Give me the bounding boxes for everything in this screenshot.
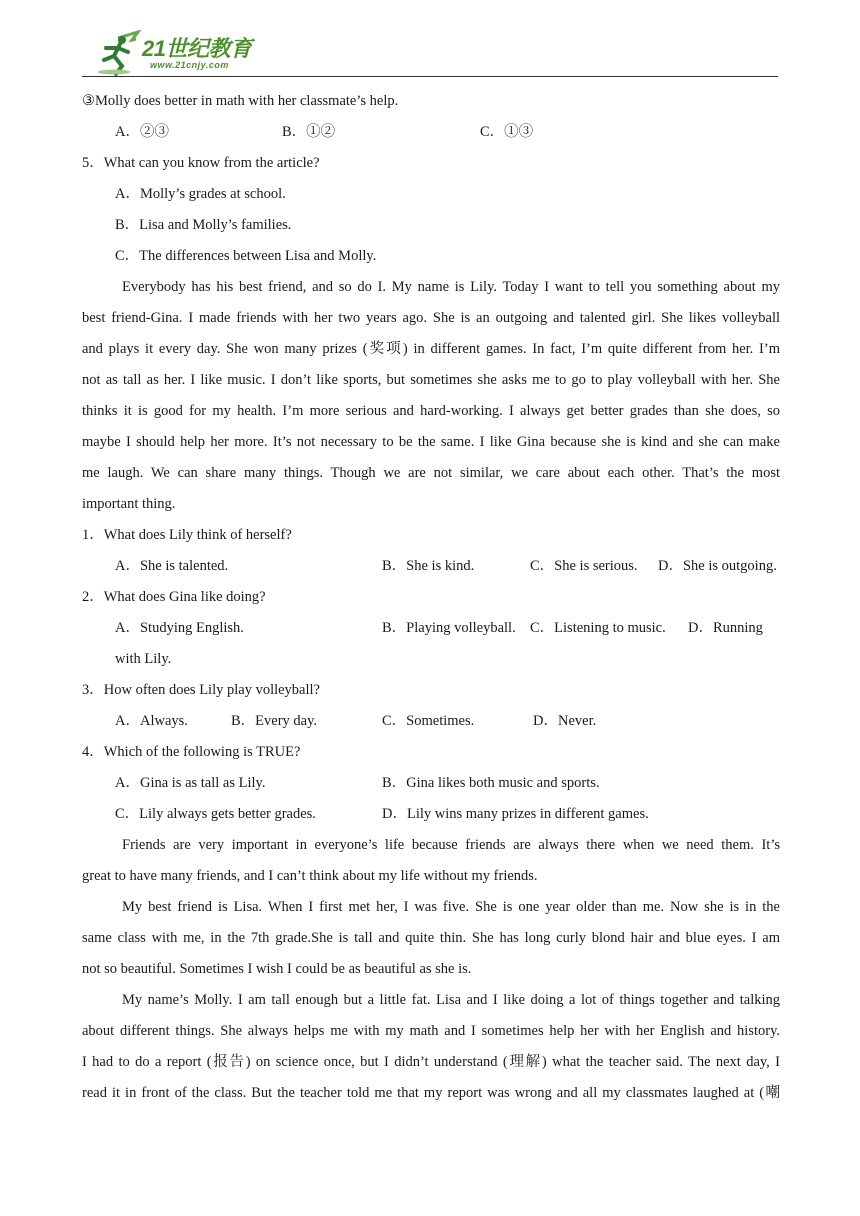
option-c: C．Sometimes.	[382, 713, 475, 729]
q5-option-c: C．The differences between Lisa and Molly.	[115, 248, 377, 264]
option-a: A．②③	[115, 124, 169, 140]
passage-line: important thing.	[82, 496, 176, 512]
passage-line: same class with me, in the 7th grade.She is tall and quite thin. She has long curly blond hair and blue eyes. I am	[82, 930, 780, 946]
passage-line: about different things. She always helps me with my math and I sometimes help her with her English and history.	[82, 1023, 780, 1039]
question-2-option-d-cont: with Lily.	[115, 651, 172, 667]
passage-line: Everybody has his best friend, and so do I. My name is Lily. Today I want to tell you something about my	[122, 279, 780, 295]
question-4: 4．Which of the following is TRUE?	[82, 744, 301, 760]
option-a: A．Studying English.	[115, 620, 244, 636]
passage-lisa-molly	[82, 830, 780, 1109]
question-2: 2．What does Gina like doing?	[82, 589, 266, 605]
option-c: C．She is serious.	[530, 558, 638, 574]
question-3-options	[82, 706, 780, 737]
option-c: C．Lily always gets better grades.	[115, 806, 316, 822]
option-d: D．Lily wins many prizes in different games.	[382, 806, 649, 822]
q4-item-3: ③Molly does better in math with her classmate’s help.	[82, 93, 399, 109]
option-b: B．Playing volleyball.	[382, 620, 516, 636]
option-a: A．She is talented.	[115, 558, 229, 574]
passage-line: I had to do a report (报告) on science once, but I didn’t understand (理解) what the teacher said. The next day, I	[82, 1054, 780, 1070]
passage-line: me laugh. We can share many things. Though we are not similar, we care about each other. That’s the most	[82, 465, 780, 481]
passage-line: best friend-Gina. I made friends with her two years ago. She is an outgoing and talented girl. She likes volleyball	[82, 310, 780, 326]
passage-line: My name’s Molly. I am tall enough but a little fat. Lisa and I like doing a lot of things together and talking	[122, 992, 780, 1008]
passage-line: not so beautiful. Sometimes I wish I could be as beautiful as she is.	[82, 961, 472, 977]
q5-question: 5．What can you know from the article?	[82, 155, 320, 171]
passage-line: not as tall as her. I like music. I don’t like sports, but sometimes she asks me to go to play volleyball with her. She	[82, 372, 780, 388]
passage-line: and plays it every day. She won many prizes (奖项) in different games. In fact, I’m quite different from her. I’m	[82, 341, 780, 357]
passage-line: read it in front of the class. But the teacher told me that my report was wrong and all my classmates laughed at (嘲	[82, 1085, 780, 1101]
q5-option-b: B．Lisa and Molly’s families.	[115, 217, 292, 233]
passage-line: maybe I should help her more. It’s not necessary to be the same. I like Gina because she is kind and she can make	[82, 434, 780, 450]
passage-line: My best friend is Lisa. When I first met her, I was five. She is one year older than me. Now she is in the	[122, 899, 780, 915]
q5-option-a: A．Molly’s grades at school.	[115, 186, 286, 202]
option-d: D．She is outgoing.	[658, 558, 777, 574]
site-logo	[92, 30, 272, 76]
option-c: C．①③	[480, 124, 534, 140]
question-3: 3．How often does Lily play volleyball?	[82, 682, 320, 698]
question-4-options-row1	[82, 768, 780, 799]
option-b: B．Every day.	[231, 713, 318, 729]
passage-line: Friends are very important in everyone’s life because friends are always there when we need them. It’s	[122, 837, 780, 853]
passage-lily-gina	[82, 272, 780, 520]
question-4-options-row2	[82, 799, 780, 830]
logo-url: www.21cnjy.com	[150, 60, 229, 70]
option-d: D．Never.	[533, 713, 597, 729]
option-a: A．Gina is as tall as Lily.	[115, 775, 266, 791]
option-c: C．Listening to music.	[530, 620, 666, 636]
question-2-options	[82, 613, 780, 644]
option-a: A．Always.	[115, 713, 188, 729]
question-1: 1．What does Lily think of herself?	[82, 527, 292, 543]
document-body	[82, 86, 780, 1109]
passage-line: great to have many friends, and I can’t think about my life without my friends.	[82, 868, 538, 884]
option-d: D．Running	[688, 620, 763, 636]
q4-options-row	[82, 117, 780, 148]
passage-line: thinks it is good for my health. I’m more serious and hard-working. I always get better grades than she does, so	[82, 403, 780, 419]
option-b: B．①②	[282, 124, 336, 140]
option-b: B．Gina likes both music and sports.	[382, 775, 600, 791]
page-header	[82, 28, 778, 78]
logo-text: 21世纪教育	[142, 36, 252, 61]
option-b: B．She is kind.	[382, 558, 475, 574]
header-divider	[82, 76, 778, 77]
question-1-options	[82, 551, 780, 582]
